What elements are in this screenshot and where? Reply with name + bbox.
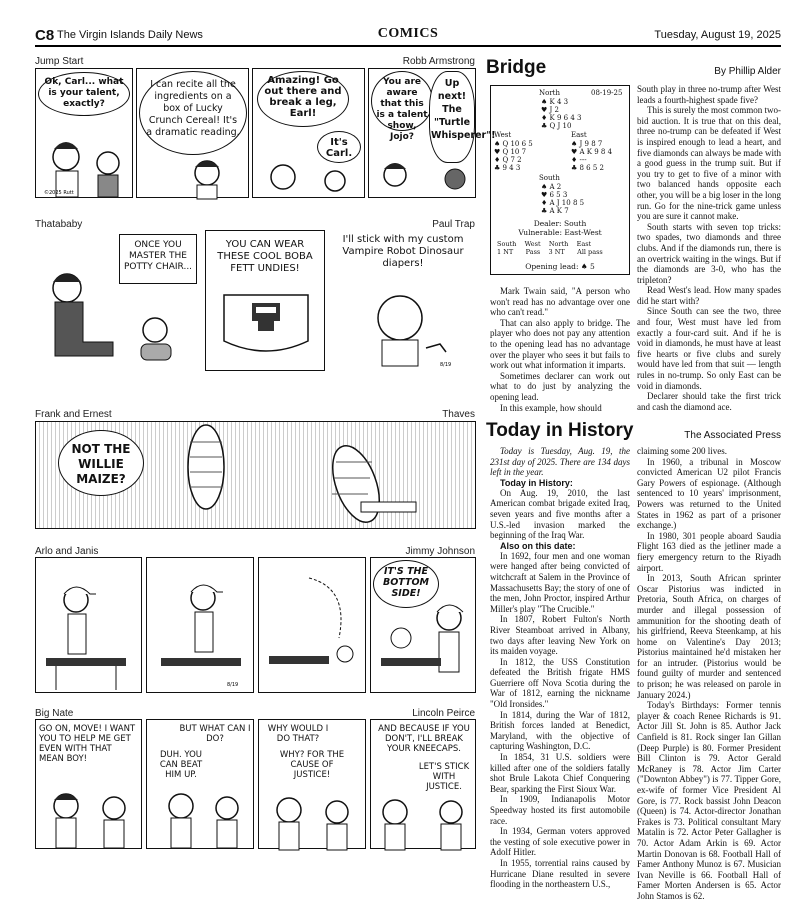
speech-bubble: Amazing! Go out there and break a leg, Earl! — [264, 75, 342, 119]
history-column-2: claiming some 200 lives. In 1960, a tribunal in Moscow convicted American U2 pilot Francis Gary Powers of espionage. (Although sentenced to 10 years' imprisonment, Powers was returned to the United States in 1962 as part of a prisoner exchange.) In 1980, 301 people aboard Saudia Flight 163 died as the jetliner made a fiery emergency return to the Riyadh airport. In 2013, South African sprinter Oscar Pistorius was indicted in Pretoria, South Africa, on charges of murder and illegal possession of ammunition for the shooting death of his girlfriend, Reeva Steenkamp, at his home on Valentine's Day 2013; Pistorius maintained he'd mistaken her for an intruder. (Pistorius would be found guilty of murder and sentenced to prison; he was released on parole in January 2024.) Today's Birthdays: Former tennis player & coach Renee Richards is 91. Actor Jill St. John is 85. Author Jack Canfield is 81. Rock singer Ian Gillan (Deep Purple) is 80. Former President Bill Clinton is 79. Actor Gerald McRaney is 78. Actor Jim Carter ("Downton Abbey") is 77. Tipper Gore, ex-wife of former Vice President Al Gore, is 77. Rock bassist John Deacon (Queen) is 74. Actor-director Jonathan Frakes is 73. Political consultant Mary Matalin is 72. Actor Peter Gallagher is 70. Actor Adam Arkin is 69. Actor Martin Donovan is 68. Football Hall of Famer Anthony Munoz is 67. Musician Ivan Neville is 66. Football Hall of Famer Morten Andersen is 65. Actor John Stamos is 62. — [637, 446, 781, 901]
history-title: Today in History — [486, 420, 634, 441]
strip-title-frank-and-ernest: Frank and Ernest — [35, 409, 112, 420]
history-column-1: Today is Tuesday, Aug. 19, the 231st day of 2025. There are 134 days left in the year. Today in History: On Aug. 19, 2010, the last American combat brigade exited Iraq, seven years and five months after a U.S.-led invasion marked the beginning of the Iraq War. Also on this date: In 1692, four men and one woman were hanged after being convicted of witchcraft at Salem in the Province of Massachusetts Bay; the story of one of the men, John Proctor, inspired Arthur Miller's play "The Crucible." In 1807, Robert Fulton's North River Steamboat arrived in Albany, two days after leaving New York on its maiden voyage. In 1812, the USS Constitution defeated the British frigate HMS Guerriere off Nova Scotia during the War of 1812, earning the nickname "Old Ironsides." In 1814, during the War of 1812, British forces landed at Benedict, Maryland, with the objective of capturing Washington, D.C. In 1854, 31 U.S. soldiers were killed after one of the soldiers fatally shot Brule Lakota Chief Conquering Bear, sparking the First Sioux War. In 1909, Indianapolis Motor Speedway hosted its first automobile race. In 1934, German voters approved the vesting of sole executive power in Adolf Hitler. In 1955, torrential rains caused by Hurricane Diane resulted in severe flooding in the northeastern U.S., — [490, 446, 630, 890]
comic-panel — [368, 68, 496, 198]
section-title: COMICS — [377, 26, 439, 41]
speech-bubble: Ok, Carl... what is your talent, exactly? — [44, 77, 124, 109]
bridge-column-2: South play in three no-trump after West leads a fourth-highest spade five? This is surely the most common two-bid auction. It is true that on this deal, three no-trump can be defeated if West is inspired enough to lead a heart, and five diamonds can always be made with a good guess in the trump suit. But if you try to get to five of a minor with two balanced hands opposite each other, you will be a big loser in the long run. Go for the nine-trick game unless you are sure it cannot make. South starts with seven top tricks: two spades, two diamonds and three clubs. And if the diamonds run, there is an overtrick waiting in the wings. But if the diamonds are 3-0, who has the tripleton? Read West's lead. How many spades did he start with? Since South can see the two, three and four, West must have led from exactly a four-card suit. And if he is void in diamonds, he must have at least five hearts or five clubs and surely would have led from that suit — length rules in no-trump. So only East can be void in diamonds. Declarer should take the first trick and cash the diamond ace. — [637, 84, 781, 412]
strip-title-arlo-and-janis: Arlo and Janis — [35, 546, 99, 557]
comic-strip-jump-start — [35, 68, 496, 198]
comic-strip-thatababy — [35, 230, 476, 371]
comic-panel — [330, 230, 476, 371]
comic-art — [259, 790, 367, 850]
speech-bubble: You are aware that this is a talent show, Jojo? — [376, 77, 428, 142]
speech-bubble: AND BECAUSE IF YOU DON'T, I'LL BREAK YOUR KNEECAPS. — [378, 724, 470, 754]
comic-art — [146, 422, 476, 530]
strip-author-jump-start: Robb Armstrong — [402, 56, 475, 67]
strip-title-big-nate: Big Nate — [35, 708, 74, 719]
strip-author-thatababy: Paul Trap — [432, 219, 475, 230]
comic-art — [253, 159, 366, 199]
bridge-byline: By Phillip Alder — [714, 66, 781, 77]
bridge-diagram: North 08-19-25 ♠ K 4 3 ♥ J 2 ♦ K 9 6 4 3 ♣ Q J 10 West ♠ Q 10 6 5 ♥ Q 10 7 ♦ Q 7 2 ♣ 9 4 3 East ♠ J 9 8 7 ♥ A K 9 8 4 ♦ --- ♣ 8 6 5 2 South ♠ A 2 ♥ 6 5 3 ♦ A J 10 8 5 ♣ A K 7 Dealer: South Vulnerable: East-West South West North East 1 NT Pass 3 NT All pass Opening lead: ♠ 5 — [490, 85, 630, 275]
speech-bubble: YOU CAN WEAR THESE COOL BOBA FETT UNDIES! — [217, 239, 313, 274]
comic-art — [36, 119, 134, 199]
comic-panel — [35, 719, 142, 849]
comic-panel — [370, 719, 476, 849]
comic-art — [36, 784, 143, 850]
bridge-column-1: Mark Twain said, "A person who won't read has no advantage over one who can't read." That can also apply to bridge. The player who does not pay any attention to the opening lead has no advantage over the player who sees it but fails to work out what information it imparts. Sometimes declarer can work out what to do just by analyzing the opening lead. In this example, how should — [490, 286, 630, 413]
strip-title-thatababy: Thatababy — [35, 219, 83, 230]
comic-art — [147, 784, 255, 850]
comic-panel — [35, 557, 142, 693]
comic-panel — [258, 719, 366, 849]
comic-panel — [146, 557, 254, 693]
comic-art — [35, 260, 200, 370]
speech-bubble: WHY WOULD I DO THAT? — [267, 724, 329, 744]
comic-strip-big-nate — [35, 719, 476, 849]
speech-bubble: ONCE YOU MASTER THE POTTY CHAIR... — [123, 240, 193, 272]
comic-panel — [136, 68, 249, 198]
history-byline: The Associated Press — [684, 430, 781, 441]
speech-bubble: LET'S STICK WITH JUSTICE. — [418, 762, 470, 792]
comic-strip-arlo-and-janis — [35, 557, 476, 693]
strip-author-big-nate: Lincoln Peirce — [412, 708, 475, 719]
speech-bubble: Up next! The "Turtle Whisperer"! — [431, 78, 496, 141]
comic-art — [137, 155, 250, 199]
speech-bubble: It's Carl. — [325, 137, 353, 159]
strip-author-frank-and-ernest: Thaves — [442, 409, 475, 420]
speech-bubble: GO ON, MOVE! I WANT YOU TO HELP ME GET EVEN WITH THAT MEAN BOY! — [39, 724, 136, 764]
page-header — [35, 25, 781, 47]
comic-art — [369, 159, 477, 199]
page-number: C8 — [35, 27, 55, 44]
strip-author-arlo-and-janis: Jimmy Johnson — [405, 546, 475, 557]
comic-art — [36, 558, 143, 694]
comic-panel — [35, 68, 133, 198]
comic-panel — [35, 230, 200, 371]
comic-panel — [370, 557, 476, 693]
header-rule — [35, 45, 781, 47]
comic-panel — [205, 230, 325, 371]
speech-bubble: I can recite all the ingredients on a box of Lucky Crunch Cereal! It's a dramatic reading. — [146, 79, 240, 138]
comic-art — [147, 558, 255, 694]
comic-art — [206, 285, 326, 371]
comic-art — [259, 558, 367, 694]
speech-bubble: NOT THE WILLIE MAIZE? — [71, 442, 131, 486]
speech-bubble: WHY? FOR THE CAUSE OF JUSTICE! — [279, 750, 345, 780]
svg-text:8/19: 8/19 — [227, 682, 239, 688]
newspaper-name: The Virgin Islands Daily News — [57, 29, 203, 41]
speech-bubble: I'll stick with my custom Vampire Robot Dinosaur diapers! — [342, 234, 464, 269]
comic-panel — [146, 719, 254, 849]
strip-title-jump-start: Jump Start — [35, 56, 84, 67]
comic-art — [330, 286, 476, 371]
comic-panel — [252, 68, 365, 198]
issue-date: Tuesday, August 19, 2025 — [654, 29, 781, 41]
svg-text:©2025 Rutt: ©2025 Rutt — [44, 190, 74, 196]
comic-strip-frank-and-ernest — [35, 421, 476, 529]
bridge-title: Bridge — [486, 57, 547, 78]
comic-art — [371, 790, 477, 850]
svg-text:8/19: 8/19 — [440, 362, 452, 368]
speech-bubble: DUH. YOU CAN BEAT HIM UP. — [159, 750, 203, 780]
speech-bubble: BUT WHAT CAN I DO? — [179, 724, 251, 744]
speech-bubble: IT'S THE BOTTOM SIDE! — [382, 566, 430, 599]
comic-art — [371, 598, 477, 694]
comic-panel — [258, 557, 366, 693]
comic-panel — [35, 421, 476, 529]
